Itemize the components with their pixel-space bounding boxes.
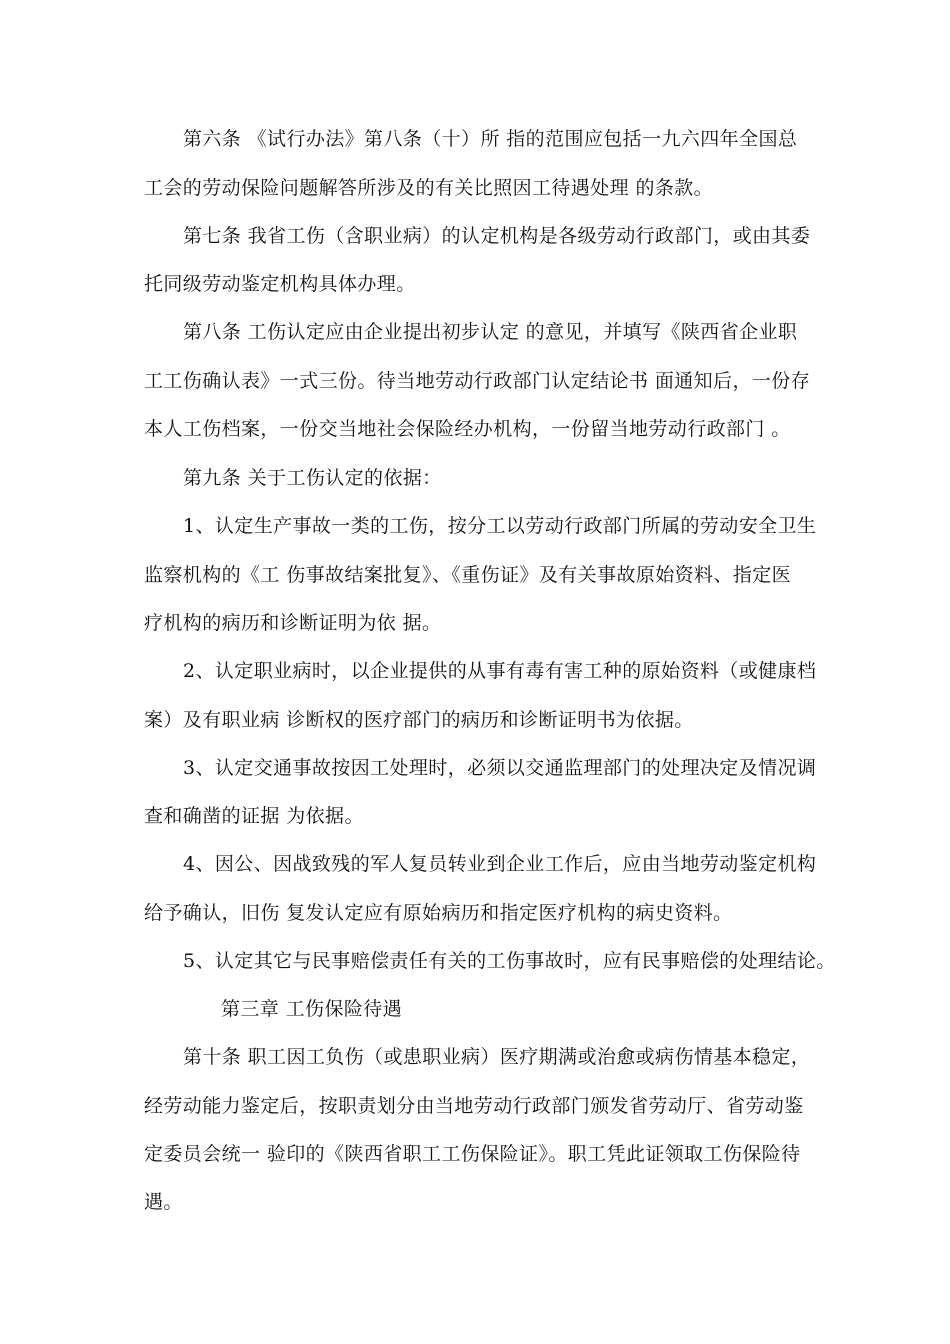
item-1-line-3: 疗机构的病历和诊断证明为依 据。 — [144, 612, 442, 634]
item-4-line-2: 给予确认，旧伤 复发认定应有原始病历和指定医疗机构的病史资料。 — [144, 902, 733, 924]
item-1-line-2: 监察机构的《工 伤事故结案批复》、《重伤证》及有关事故原始资料、指定医 — [144, 564, 792, 586]
article-9-line-1: 第九条 关于工伤认定的依据： — [183, 467, 442, 489]
article-8-line-3: 本人工伤档案，一份交当地社会保险经办机构，一份留当地劳动行政部门 。 — [144, 418, 791, 440]
item-3-line-2: 查和确凿的证据 为依据。 — [144, 805, 364, 827]
article-10-line-1: 第十条 职工因工负伤（或患职业病）医疗期满或治愈或病伤情基本稳定， — [183, 1046, 811, 1068]
article-6-line-2: 工会的劳动保险问题解答所涉及的有关比照因工待遇处理 的条款。 — [144, 177, 714, 199]
article-10-line-4: 遇。 — [144, 1191, 183, 1213]
article-7-line-1: 第七条 我省工伤（含职业病）的认定机构是各级劳动行政部门，或由其委 — [183, 225, 811, 247]
article-7-line-2: 托同级劳动鉴定机构具体办理。 — [144, 273, 416, 295]
item-2-line-2: 案）及有职业病 诊断权的医疗部门的病历和诊断证明书为依据。 — [144, 709, 694, 731]
item-1-line-1: 1、认定生产事故一类的工伤，按分工以劳动行政部门所属的劳动安全卫生 — [183, 515, 817, 537]
item-4-line-1: 4、因公、因战致残的军人复员转业到企业工作后，应由当地劳动鉴定机构 — [183, 853, 817, 875]
chapter-3-heading: 第三章 工伤保险待遇 — [221, 998, 403, 1020]
article-6-line-1: 第六条 《试行办法》第八条（十）所 指的范围应包括一九六四年全国总 — [183, 128, 798, 150]
article-10-line-2: 经劳动能力鉴定后，按职责划分由当地劳动行政部门颁发省劳动厅、省劳动鉴 — [144, 1095, 804, 1117]
article-8-line-2: 工工伤确认表》一式三份。待当地劳动行政部门认定结论书 面通知后，一份存 — [144, 370, 811, 392]
item-3-line-1: 3、认定交通事故按因工处理时，必须以交通监理部门的处理决定及情况调 — [183, 757, 817, 779]
item-2-line-1: 2、认定职业病时，以企业提供的从事有毒有害工种的原始资料（或健康档 — [183, 660, 817, 682]
article-8-line-1: 第八条 工伤认定应由企业提出初步认定 的意见，并填写《陕西省企业职 — [183, 321, 798, 343]
article-10-line-3: 定委员会统一 验印的《陕西省职工工伤保险证》。职工凭此证领取工伤保险待 — [144, 1143, 801, 1165]
item-5-line-1: 5、认定其它与民事赔偿责任有关的工伤事故时，应有民事赔偿的处理结论。 — [183, 950, 836, 972]
